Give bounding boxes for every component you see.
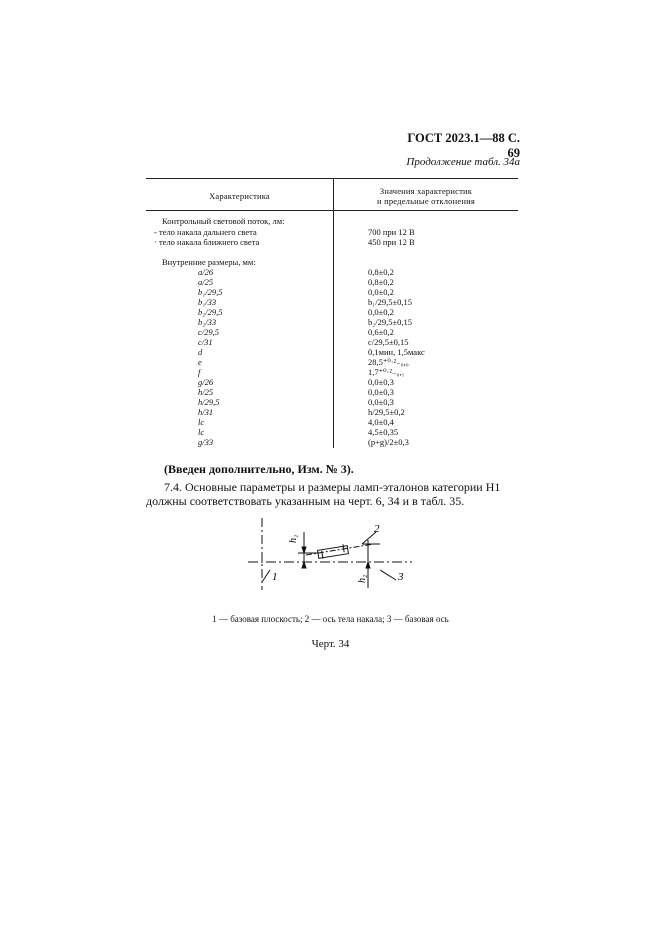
document-reference: ГОСТ 2023.1—88 С. 69: [407, 131, 520, 160]
label-1: 1: [272, 571, 278, 583]
figure-title: Черт. 34: [311, 638, 350, 650]
dim-row-value: 4,0±0,4: [368, 417, 394, 427]
dim-row-value: 0,0±0,2: [368, 287, 394, 297]
dim-row-value: 0,8±0,2: [368, 277, 394, 287]
dim-row-label: h/31: [198, 407, 214, 417]
dim-row-label: f: [198, 367, 201, 377]
column-header-values-line2: и предельные отклонения: [377, 196, 475, 206]
dim-row-value: 0,6±0,2: [368, 327, 394, 337]
column-header-characteristic: Характеристика: [209, 191, 270, 201]
dim-row-label: c/31: [198, 337, 213, 347]
label-3: 3: [398, 571, 404, 583]
dim-row-label: a/25: [198, 277, 214, 287]
table-top-rule: [146, 178, 518, 179]
dim-row-value: 0,0±0,2: [368, 307, 394, 317]
dims-section-title: Внутренние размеры, мм:: [162, 257, 256, 267]
dim-row-label: a/26: [198, 267, 214, 277]
flux-row-label: · тело накала ближнего света: [154, 237, 260, 247]
dim-row-label: lc: [198, 427, 205, 437]
dim-row-value: 0,0±0,3: [368, 387, 394, 397]
dim-row-label: h/29,5: [198, 397, 220, 407]
flux-row-value: 700 при 12 В: [368, 227, 415, 237]
dim-row-value: c/29,5±0,15: [368, 337, 409, 347]
amendment-note: (Введен дополнительно, Изм. № 3).: [164, 462, 354, 476]
table-column-divider: [333, 178, 334, 448]
table-continuation-label: Продолжение табл. 34а: [406, 156, 520, 168]
dim-row-value: 0,8±0,2: [368, 267, 394, 277]
label-2: 2: [374, 523, 380, 535]
paragraph-line-1: 7.4. Основные параметры и размеры ламп-эталонов категории H1: [164, 480, 501, 494]
figure-caption: 1 — базовая плоскость; 2 — ось тела накала; 3 — базовая ось: [212, 614, 449, 624]
label-h1: h₁: [288, 534, 299, 543]
dim-row-value: 1,7⁺⁰·²₋₀,₁: [368, 367, 405, 377]
flux-row-value: 450 при 12 В: [368, 237, 415, 247]
table-header-rule: [146, 210, 518, 211]
leader-line-1: [262, 570, 270, 582]
flux-section-title: Контрольный световой поток, лм:: [162, 216, 285, 226]
flux-row-label: - тело накала дальнего света: [154, 227, 257, 237]
dim-row-label: b₁/33: [198, 297, 217, 307]
dim-row-label: d: [198, 347, 203, 357]
dim-row-value: b₂/29,5±0,15: [368, 317, 412, 327]
dim-row-label: g/26: [198, 377, 214, 387]
dim-row-value: b₁/29,5±0,15: [368, 297, 412, 307]
dim-row-value: 0,1мин, 1,5макс: [368, 347, 425, 357]
drawing-figure-34: [0, 510, 661, 620]
dim-row-label: lc: [198, 417, 205, 427]
dim-row-value: 0,0±0,3: [368, 377, 394, 387]
dim-row-value: (p+g)/2±0,3: [368, 437, 409, 447]
column-header-values-line1: Значения характеристик: [379, 186, 473, 196]
dim-row-label: b₂/33: [198, 317, 217, 327]
dim-row-label: h/25: [198, 387, 214, 397]
dim-row-value: 0,0±0,3: [368, 397, 394, 407]
dim-row-value: 28,5⁺⁰·²₋₀,₀: [368, 357, 409, 367]
dim-row-label: b₁/29,5: [198, 287, 223, 297]
dim-row-label: g/33: [198, 437, 214, 447]
dim-row-label: e: [198, 357, 202, 367]
dim-row-value: h/29,5±0,2: [368, 407, 405, 417]
dim-row-label: b₂/29,5: [198, 307, 223, 317]
paragraph-line-2: должны соответствовать указанным на черт. 6, 34 и в табл. 35.: [146, 494, 465, 508]
label-h2: h₂: [357, 574, 368, 583]
leader-line-3: [380, 570, 396, 580]
dim-row-label: c/29,5: [198, 327, 220, 337]
dim-row-value: 4,5±0,35: [368, 427, 399, 437]
